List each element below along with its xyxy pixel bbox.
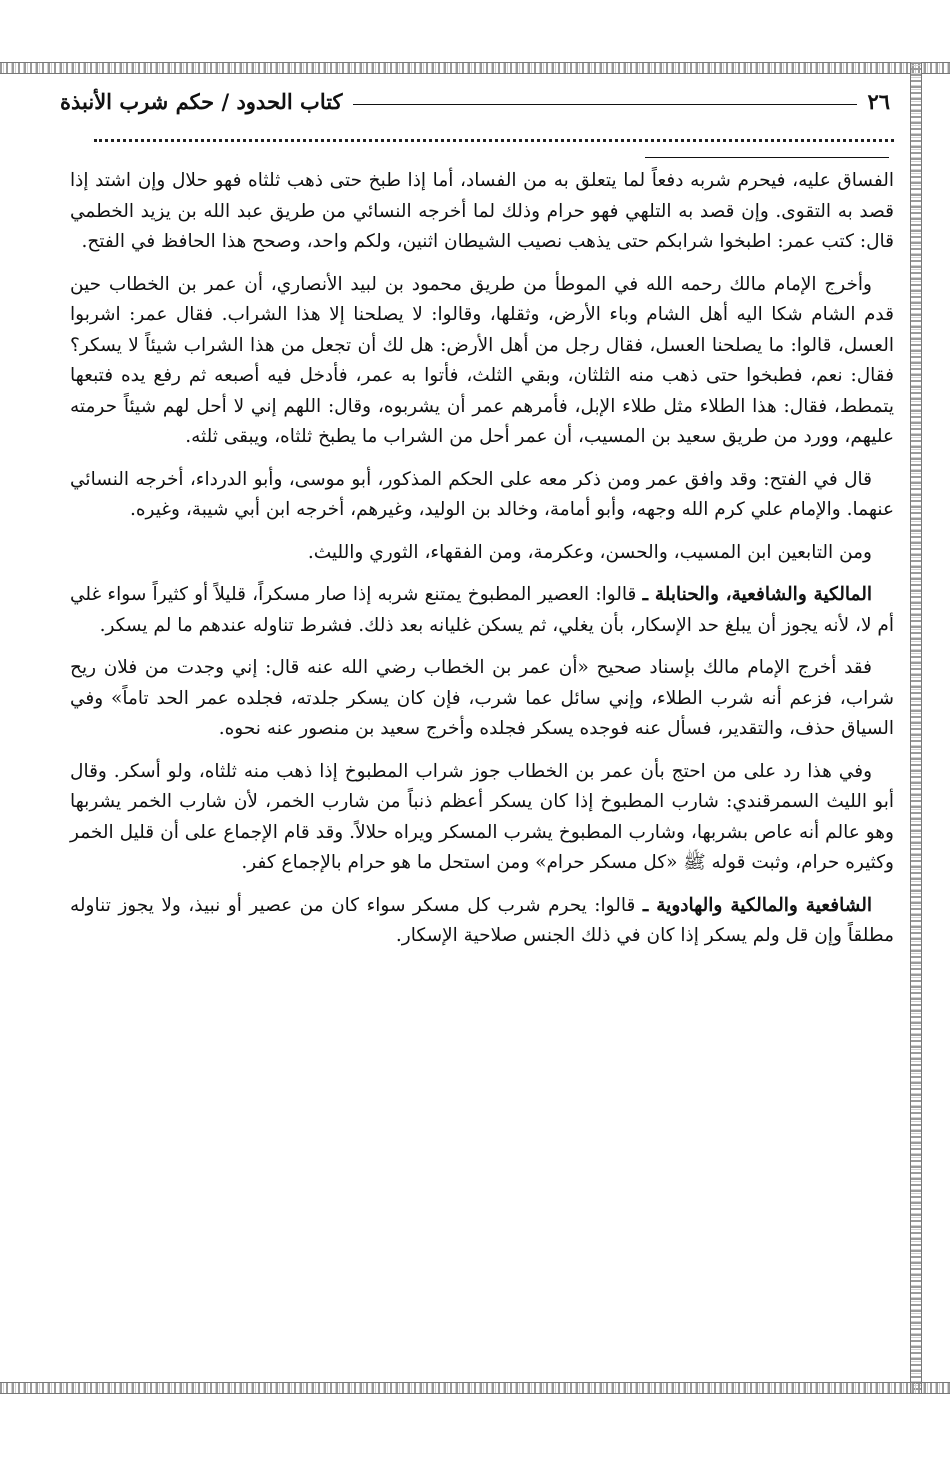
paragraph-2 xyxy=(70,270,894,453)
page-number: ٢٦ xyxy=(867,88,890,114)
school-heading: الشافعية والمالكية والهادوية ـ xyxy=(642,894,872,916)
ornamental-border-bottom xyxy=(0,1382,950,1394)
paragraph-5 xyxy=(70,580,894,641)
paragraph-text: قالوا: يحرم شرب كل مسكر سواء كان من عصير أو نبيذ، ولا يجوز تناوله مطلقاً وإن قل ولم يسكر إذا كان في ذلك الجنس صلاحية الإسكار. xyxy=(70,894,894,946)
paragraph-text: وأخرج الإمام مالك رحمه الله في الموطأ من طريق محمود بن لبيد الأنصاري، أن عمر بن الخطاب حين قدم الشام شكا اليه أهل الشام وباء الأرض، وثقلها، وقالوا: لا يصلحنا إلا هذا الشراب. فقال عمر: اشربوا العسل، قالوا: ما يصلحنا العسل، فقال رجل من أهل الأرض: هل لك أن تجعل من هذا الشراب شيئاً لا يسكر؟ فقال: نعم، فطبخوا حتى ذهب منه الثلثان، وبقي الثلث، فأتوا به عمر، فأدخل فيه أصبعه ثم رفع يده فتبعها يتمطط، فقال: هذا الطلاء مثل طلاء الإبل، فأمرهم عمر أن يشربوه، وقال: اللهم إني لا أحل لهم شيئاً حرمته عليهم، وورد من طريق سعيد بن المسيب، أن عمر أحل من الشراب ما يطبخ ثلثاه، ويبقى ثلثه. xyxy=(70,273,894,447)
paragraph-6 xyxy=(70,653,894,745)
body-text xyxy=(70,166,894,964)
ornamental-border-top xyxy=(0,62,950,74)
ornamental-border-side xyxy=(910,62,922,1394)
short-separator xyxy=(645,157,889,158)
header-rule xyxy=(353,104,858,105)
running-header xyxy=(60,84,890,118)
school-heading: المالكية والشافعية، والحنابلة ـ xyxy=(642,584,872,605)
paragraph-text: قال في الفتح: وقد وافق عمر ومن ذكر معه على الحكم المذكور، أبو موسى، وأبو الدرداء، أخرجه النسائي عنهما. والإمام علي كرم الله وجهه، وأبو أمامة، وخالد بن الوليد، وغيرهم، أخرجه ابن أبي شيبة، وغيره. xyxy=(70,468,894,520)
dotted-separator xyxy=(94,139,894,142)
paragraph-text: ومن التابعين ابن المسيب، والحسن، وعكرمة، ومن الفقهاء، الثوري والليث. xyxy=(307,541,872,563)
paragraph-7 xyxy=(70,757,894,879)
running-title: كتاب الحدود / حكم شرب الأنبذة xyxy=(60,88,343,114)
paragraph-3 xyxy=(70,465,894,526)
paragraph-text: قالوا: العصير المطبوخ يمتنع شربه إذا صار مسكراً، قليلاً أو كثيراً سواء غلي أم لا، لأنه يجوز أن يبلغ حد الإسكار، بأن يغلي، ثم يسكن غليانه بعد ذلك. فشرط تناوله عندهم ما لم يسكر. xyxy=(70,584,894,636)
paragraph-text: الفساق عليه، فيحرم شربه دفعاً لما يتعلق به من الفساد، أما إذا طبخ حتى ذهب ثلثاه فهو حلال وإن اشتد إذا قصد به التقوى. وإن قصد به التلهي فهو حرام وذلك لما أخرجه النسائي من طريق عبد الله بن يزيد الخطمي قال: كتب عمر: اطبخوا شرابكم حتى يذهب نصيب الشيطان اثنين، ولكم واحد، وصحح هذا الحافظ في الفتح. xyxy=(70,170,894,252)
paragraph-text: وفي هذا رد على من احتج بأن عمر بن الخطاب جوز شراب المطبوخ إذا ذهب منه ثلثاه، ولو أسكر. وقال أبو الليث السمرقندي: شارب المطبوخ إذا كان يسكر أعظم ذنباً من شارب الخمر، لأن شارب الخمر يشربها وهو عالم أنه عاص بشربها، وشارب المطبوخ يشرب المسكر ويراه حلالاً. وقد قام الإجماع على أن قليل الخمر وكثيره حرام، وثبت قوله ﷺ «كل مسكر حرام» ومن استحل ما هو حرام بالإجماع كفر. xyxy=(70,760,894,873)
paragraph-4 xyxy=(70,538,894,569)
paragraph-1 xyxy=(70,166,894,258)
paragraph-8 xyxy=(70,891,894,952)
paragraph-text: فقد أخرج الإمام مالك بإسناد صحيح «أن عمر بن الخطاب رضي الله عنه قال: إني وجدت من فلان ريح شراب، فزعم أنه شرب الطلاء، وإني سائل عما شرب، فإن كان يسكر جلدته، فجلده عمر الحد تاماً» وفي السياق حذف، والتقدير، فسأل عنه فوجده يسكر فجلده وأخرج سعيد بن منصور عنه نحوه. xyxy=(70,657,894,739)
